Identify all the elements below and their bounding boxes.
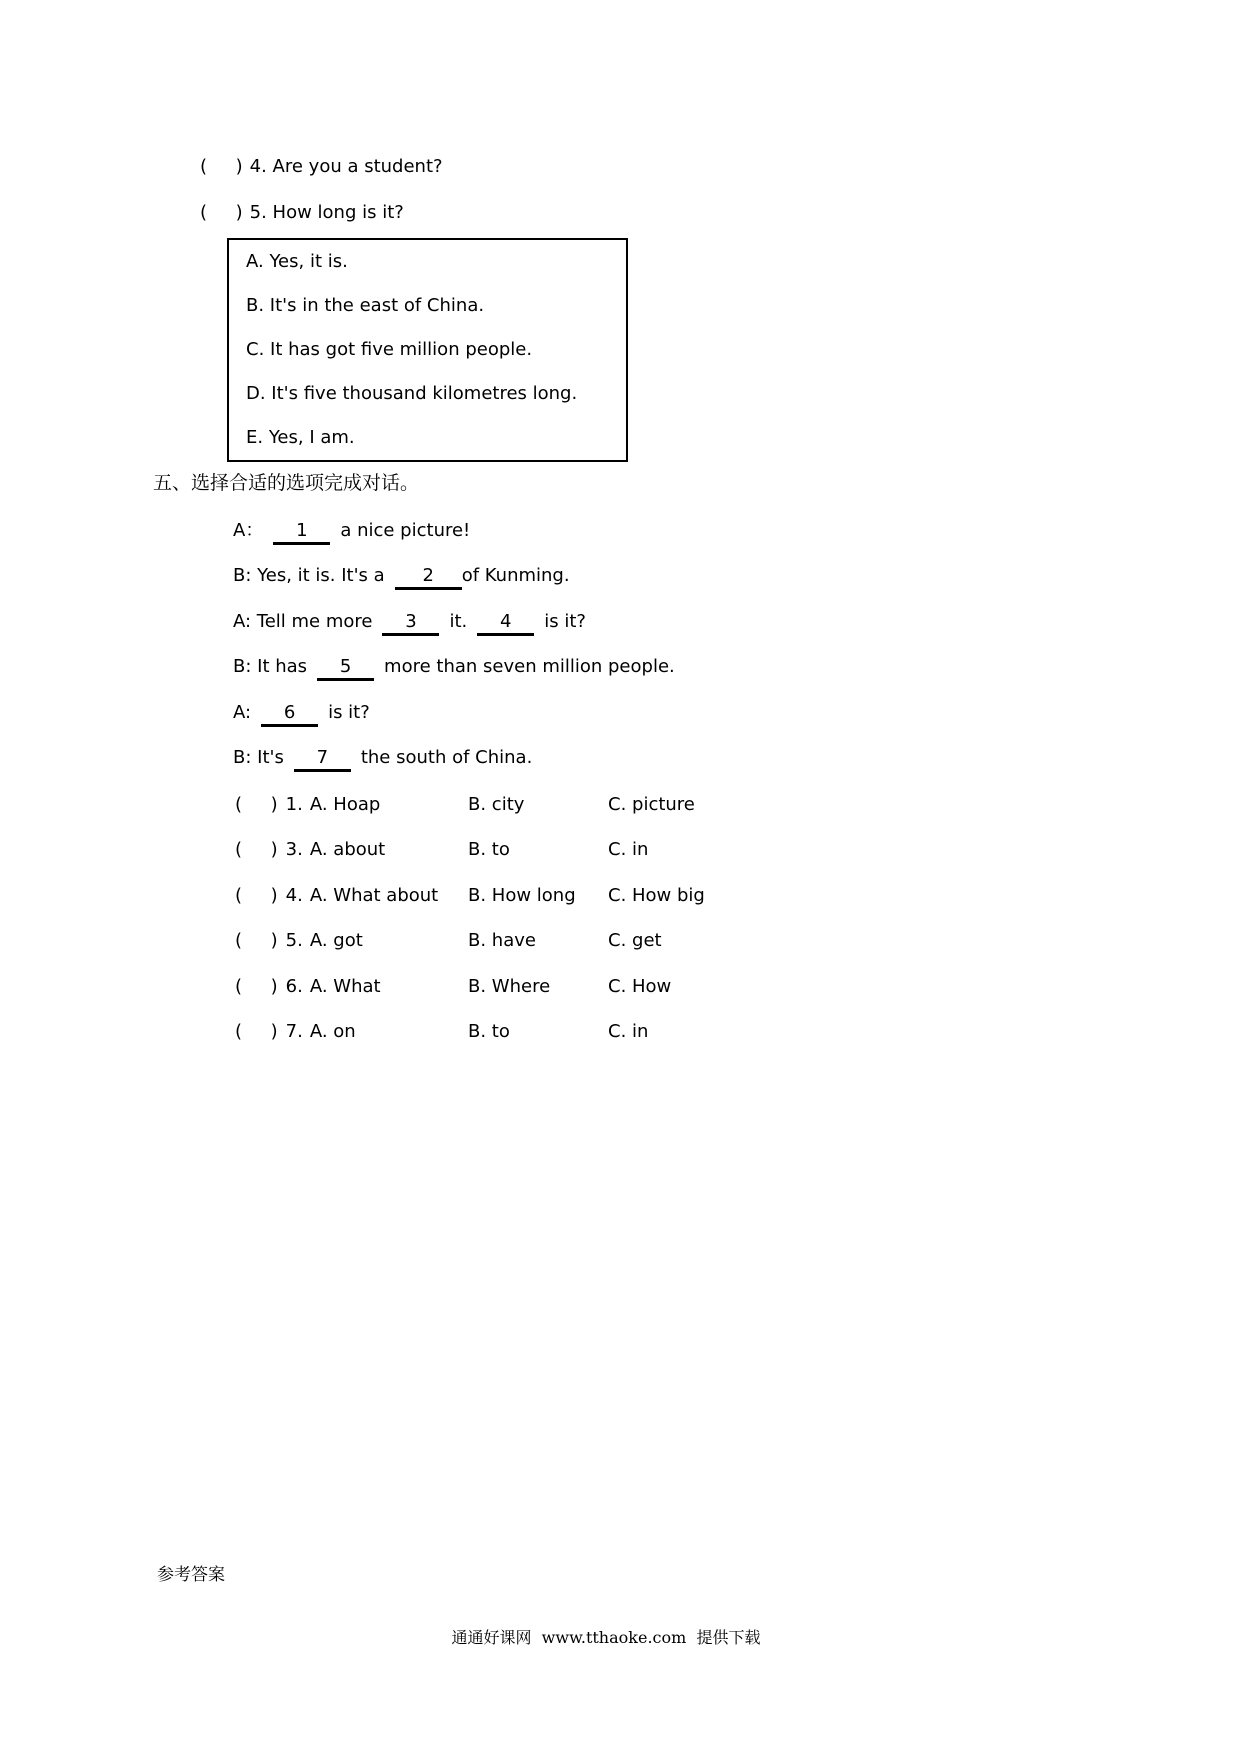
matching-item-4 [200,144,443,190]
choice-row-6 [235,964,705,1009]
choice-col-a [235,964,468,1009]
section-five-heading: 五、选择合适的选项完成对话。 [153,472,420,494]
answer-paren-brackets: ( ) [200,202,243,223]
choice-option-c: C. picture [608,794,695,815]
dialogue-text: it. [449,610,468,632]
box-option-b: B. It's in the east of China. [246,295,485,316]
matching-item-5 [200,190,443,236]
choice-row-3 [235,827,705,872]
dialogue-text: A: [233,701,252,723]
choice-col-a [235,827,468,872]
choice-option-a: A. got [309,930,363,952]
answer-blank-7: 7 [294,748,351,772]
answer-options-box [227,238,628,462]
dialogue-text: is it? [544,610,586,632]
choice-row-7 [235,1009,705,1054]
choice-option-b: B. How long [468,884,576,906]
dialogue-line-1 [233,508,675,553]
answer-blank-4: 4 [477,612,534,636]
choice-col-a [235,1009,468,1054]
dialogue-text: A： [233,520,264,541]
answer-paren-brackets: ( ) [200,156,243,177]
choice-option-a: A. on [309,1021,356,1043]
answer-paren-brackets: ( ) [235,839,278,861]
box-option-a: A. Yes, it is. [246,251,348,272]
choice-number: 1. [285,794,303,815]
choice-number: 6. [285,975,303,997]
choice-option-a: A. What about [309,884,439,906]
dialogue-line-4 [233,644,675,689]
answer-paren-brackets: ( ) [235,884,278,906]
answer-paren-brackets: ( ) [235,930,278,952]
choice-option-b: B. Where [468,975,551,997]
dialogue-text: B: It has [233,656,308,678]
dialogue-text: B: It's [233,746,284,768]
dialogue [233,508,675,780]
dialogue-text: more than seven million people. [384,656,675,678]
footer-credit: 通通好课网 www.tthaoke.com 提供下载 [451,1628,761,1647]
choice-row-4 [235,873,705,918]
answer-blank-1: 1 [273,521,330,545]
matching-questions [200,144,443,236]
choice-row-5 [235,918,705,963]
answer-paren-brackets: ( ) [235,794,278,815]
choice-option-c: C. get [608,930,662,952]
choice-option-b: B. have [468,930,536,952]
dialogue-text: of Kunming. [461,565,570,587]
dialogue-text: is it? [328,701,370,723]
dialogue-text: B: Yes, it is. It's a [233,565,385,587]
choice-option-c: C. in [608,839,649,861]
choice-option-c: C. How big [608,884,705,906]
choice-option-c: C. How [608,975,672,997]
choice-rows [235,782,705,1054]
choice-option-c: C. in [608,1021,649,1043]
answer-blank-3: 3 [382,612,439,636]
choice-number: 7. [285,1021,303,1043]
choice-col-a [235,873,468,918]
answer-blank-2: 2 [395,566,462,590]
box-option-c: C. It has got five million people. [246,339,533,360]
choice-option-a: A. What [309,975,381,997]
dialogue-text: A: Tell me more [233,610,373,632]
answer-blank-5: 5 [317,657,374,681]
dialogue-line-5 [233,690,675,735]
choice-option-a: A. about [309,839,386,861]
choice-option-b: B. city [468,794,525,815]
answer-blank-6: 6 [261,703,318,727]
choice-number: 3. [285,839,303,861]
dialogue-line-3 [233,599,675,644]
choice-col-a [235,918,468,963]
choice-row-1 [235,782,705,827]
choice-col-a [235,782,468,827]
choice-option-b: B. to [468,1021,510,1043]
matching-item-label: 5. How long is it? [249,202,404,223]
answer-paren-brackets: ( ) [235,1021,278,1043]
choice-number: 5. [285,930,303,952]
box-option-e: E. Yes, I am. [246,427,355,448]
answer-key-title: 参考答案 [157,1565,225,1585]
dialogue-text: the south of China. [360,746,533,768]
box-option-d: D. It's five thousand kilometres long. [246,383,578,404]
choice-option-b: B. to [468,839,510,861]
matching-item-label: 4. Are you a student? [249,156,443,177]
choice-number: 4. [285,884,303,906]
dialogue-text: a nice picture! [340,520,471,541]
choice-option-a: A. Hoap [309,794,381,815]
dialogue-line-2 [233,553,675,598]
answer-paren-brackets: ( ) [235,975,278,997]
dialogue-line-6 [233,735,675,780]
